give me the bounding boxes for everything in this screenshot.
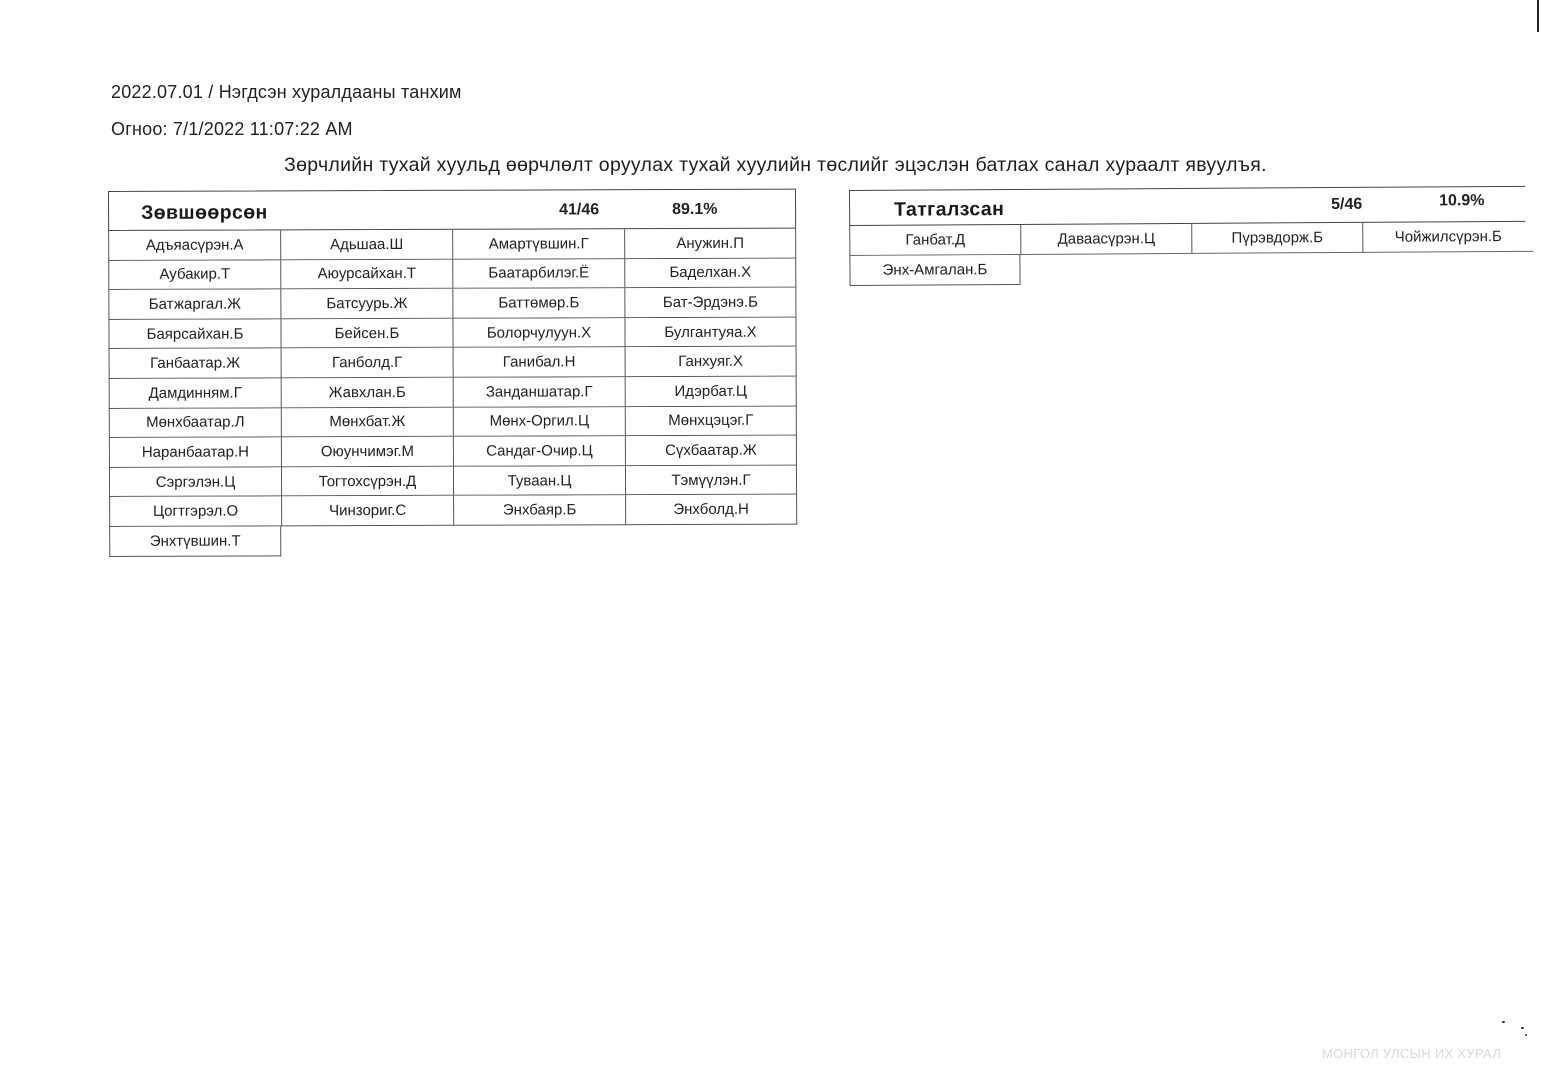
- name-cell: Туваан.Ц: [453, 466, 625, 496]
- name-cell: Аубакир.Т: [108, 260, 280, 290]
- name-cell: Тогтохсүрэн.Д: [281, 467, 453, 497]
- rejected-percent: 10.9%: [1439, 192, 1485, 210]
- name-cell: Ганболд.Г: [281, 348, 453, 378]
- name-cell: Мөнхбат.Ж: [281, 407, 453, 437]
- rejected-header: [849, 186, 1525, 226]
- name-cell: Адьшаа.Ш: [280, 230, 452, 260]
- name-cell: Батсуурь.Ж: [280, 289, 452, 319]
- name-cell: Дамдинням.Г: [109, 378, 281, 408]
- name-cell: Анужин.П: [624, 229, 796, 259]
- name-cell: Бейсен.Б: [280, 319, 452, 349]
- name-cell: Энхтүвшин.Т: [109, 526, 281, 556]
- session-line: 2022.07.01 / Нэгдсэн хуралдааны танхим: [111, 82, 462, 102]
- name-cell: Ганхуяг.Х: [625, 347, 797, 377]
- rejected-names-table: [849, 222, 1533, 286]
- name-cell: Мөнхбаатар.Л: [109, 408, 281, 438]
- name-cell: Наранбаатар.Н: [109, 438, 281, 468]
- page-edge-mark: [1537, 0, 1539, 32]
- name-cell: Энх-Амгалан.Б: [849, 255, 1020, 286]
- name-cell: Мөнхцэцэг.Г: [625, 406, 797, 436]
- name-cell: Баатарбилэг.Ё: [452, 259, 624, 289]
- name-cell: Сэргэлэн.Ц: [109, 467, 281, 497]
- approved-percent: 89.1%: [672, 200, 718, 219]
- name-cell: Даваасүрэн.Ц: [1020, 224, 1191, 255]
- watermark: МОНГОЛ УЛСЫН ИХ ХУРАЛ: [1322, 1046, 1502, 1061]
- approved-names-table: [108, 229, 797, 557]
- name-cell: Занданшатар.Г: [453, 377, 625, 407]
- name-cell: Энхболд.Н: [625, 495, 797, 525]
- name-cell: Жавхлан.Б: [281, 378, 453, 408]
- name-cell: Сүхбаатар.Ж: [625, 436, 797, 466]
- rejected-count: 5/46: [1331, 195, 1363, 214]
- name-cell: Адъяасүрэн.А: [108, 230, 280, 260]
- name-cell: Энхбаяр.Б: [453, 496, 625, 526]
- name-cell: Баттөмөр.Б: [452, 288, 624, 318]
- scan-speck: [1502, 1021, 1505, 1023]
- name-cell: Пүрэвдорж.Б: [1191, 223, 1362, 254]
- name-cell: Цогтгэрэл.О: [109, 497, 281, 527]
- name-cell: Ганбат.Д: [849, 225, 1020, 256]
- approved-count: 41/46: [559, 201, 600, 219]
- date-line: Огноо: 7/1/2022 11:07:22 AM: [111, 119, 353, 139]
- name-cell: Баярсайхан.Б: [108, 319, 280, 349]
- approved-section: [108, 189, 797, 557]
- name-cell: Ганибал.Н: [453, 348, 625, 378]
- name-cell: Аюурсайхан.Т: [280, 259, 452, 289]
- name-cell: Чинзориг.С: [281, 496, 453, 526]
- name-cell: Идэрбат.Ц: [625, 377, 797, 407]
- name-cell: Ганбаатар.Ж: [109, 349, 281, 379]
- name-cell: Оюунчимэг.М: [281, 437, 453, 467]
- name-cell: Тэмүүлэн.Г: [625, 465, 797, 495]
- name-cell: Чойжилсүрэн.Б: [1362, 222, 1533, 253]
- name-cell: Мөнх-Оргил.Ц: [453, 407, 625, 437]
- name-cell: Амартүвшин.Г: [452, 229, 624, 259]
- motion-title: Зөрчлийн тухай хуульд өөрчлөлт оруулах тухай хуулийн төслийг эцэслэн батлах санал хураалт явуулъя.: [284, 154, 1267, 176]
- approved-header: [108, 189, 796, 231]
- name-cell: Булгантуяа.Х: [624, 317, 796, 347]
- name-cell: Баделхан.Х: [624, 258, 796, 288]
- approved-title: Зөвшөөрсөн: [141, 201, 268, 224]
- rejected-section: [849, 186, 1534, 286]
- rejected-title: Татгалзсан: [894, 198, 1005, 221]
- scan-speck: [1521, 1027, 1524, 1029]
- name-cell: Болорчулуун.Х: [452, 318, 624, 348]
- name-cell: Бат-Эрдэнэ.Б: [624, 288, 796, 318]
- name-cell: Сандаг-Очир.Ц: [453, 436, 625, 466]
- scan-speck: [1525, 1034, 1527, 1036]
- name-cell: Батжаргал.Ж: [108, 290, 280, 320]
